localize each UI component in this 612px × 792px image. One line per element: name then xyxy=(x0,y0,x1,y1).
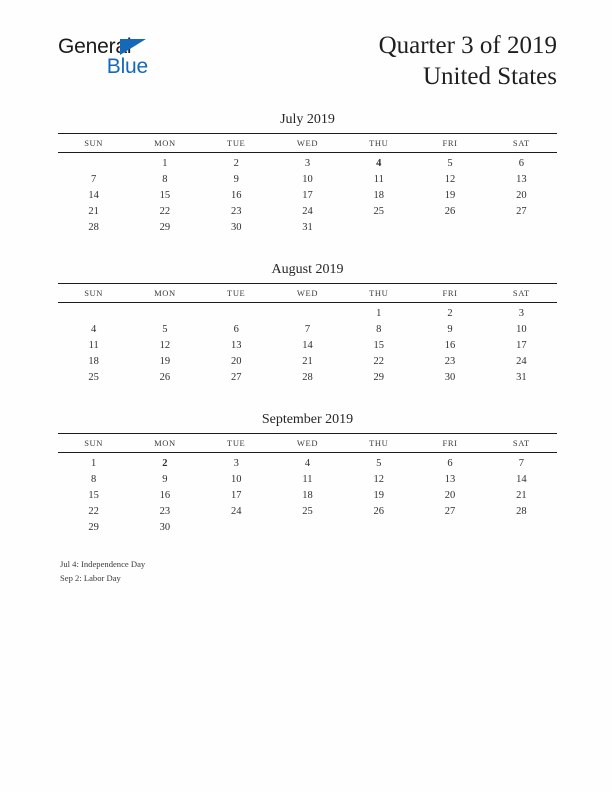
month-block-september xyxy=(58,412,557,535)
calendar-day[interactable]: 22 xyxy=(88,505,99,517)
calendar-day[interactable]: 17 xyxy=(230,489,242,501)
weekday-header-wed: WED xyxy=(272,284,343,303)
calendar-day-empty xyxy=(343,519,414,535)
weekday-header-tue: TUE xyxy=(201,434,272,453)
calendar-week-row xyxy=(58,503,557,519)
holiday-notes xyxy=(60,558,145,585)
weekday-header-row xyxy=(58,134,557,153)
calendar-day[interactable]: 23 xyxy=(230,205,242,217)
calendar-day[interactable]: 26 xyxy=(159,371,171,383)
calendar-week-row xyxy=(58,321,557,337)
calendar-day[interactable]: 16 xyxy=(230,189,242,201)
calendar-day-empty xyxy=(129,303,200,322)
calendar-day[interactable]: 13 xyxy=(444,473,456,485)
calendar-day[interactable]: 19 xyxy=(373,489,385,501)
month-calendar-table xyxy=(58,133,557,235)
weekday-header-mon: MON xyxy=(129,434,200,453)
calendar-day[interactable]: 13 xyxy=(230,339,242,351)
calendar-day[interactable]: 15 xyxy=(373,339,385,351)
calendar-day[interactable]: 30 xyxy=(230,221,242,233)
logo-triangle-icon xyxy=(120,39,146,55)
calendar-day[interactable]: 28 xyxy=(302,371,313,383)
calendar-day[interactable]: 5 xyxy=(376,457,382,469)
calendar-day[interactable]: 10 xyxy=(516,323,527,335)
calendar-body xyxy=(58,303,557,386)
holiday-note: Sep 2: Labor Day xyxy=(60,572,121,583)
weekday-header-sat: SAT xyxy=(486,434,557,453)
calendar-day[interactable]: 2 xyxy=(233,157,239,169)
logo-text-blue: Blue xyxy=(106,55,148,78)
calendar-day[interactable]: 19 xyxy=(444,189,456,201)
weekday-header-sun: SUN xyxy=(58,284,129,303)
calendar-day-empty xyxy=(272,303,343,322)
calendar-day-empty xyxy=(201,303,272,322)
weekday-header-sat: SAT xyxy=(486,134,557,153)
calendar-day[interactable]: 3 xyxy=(518,307,524,319)
page-title xyxy=(379,30,557,92)
calendar-day[interactable]: 29 xyxy=(373,371,385,383)
calendar-day[interactable]: 3 xyxy=(233,457,239,469)
calendar-day[interactable]: 27 xyxy=(516,205,527,217)
calendar-week-row xyxy=(58,203,557,219)
calendar-day[interactable]: 8 xyxy=(376,323,382,335)
calendar-day[interactable]: 26 xyxy=(373,505,385,517)
calendar-day-holiday[interactable]: 2 xyxy=(162,457,168,469)
calendar-day[interactable]: 3 xyxy=(304,157,311,169)
calendar-week-row xyxy=(58,219,557,235)
calendar-day[interactable]: 5 xyxy=(162,323,168,335)
calendar-day[interactable]: 26 xyxy=(444,205,456,217)
title-quarter: Quarter 3 of 2019 xyxy=(378,32,557,59)
calendar-day[interactable]: 25 xyxy=(373,205,385,217)
month-calendar-table xyxy=(58,433,557,535)
calendar-week-row xyxy=(58,337,557,353)
calendar-day[interactable]: 13 xyxy=(516,173,527,185)
calendar-week-row xyxy=(58,153,557,172)
calendar-week-row xyxy=(58,453,557,472)
calendar-day[interactable]: 4 xyxy=(304,457,311,469)
calendar-day[interactable]: 21 xyxy=(516,489,527,501)
calendar-day-empty xyxy=(58,303,129,322)
calendar-day[interactable]: 31 xyxy=(302,221,313,233)
calendar-day[interactable]: 22 xyxy=(373,355,385,367)
calendar-day[interactable]: 16 xyxy=(159,489,171,501)
calendar-day[interactable]: 14 xyxy=(88,189,99,201)
calendar-day[interactable]: 10 xyxy=(230,473,242,485)
calendar-day[interactable]: 5 xyxy=(447,157,453,169)
calendar-day[interactable]: 25 xyxy=(88,371,99,383)
weekday-header-mon: MON xyxy=(129,134,200,153)
calendar-day[interactable]: 7 xyxy=(91,173,97,185)
calendar-day[interactable]: 7 xyxy=(304,323,311,335)
weekday-header-mon: MON xyxy=(129,284,200,303)
calendar-day[interactable]: 9 xyxy=(233,173,239,185)
calendar-day[interactable]: 12 xyxy=(373,473,385,485)
calendar-week-row xyxy=(58,369,557,385)
month-block-august xyxy=(58,262,557,385)
calendar-day[interactable]: 29 xyxy=(159,221,171,233)
weekday-header-wed: WED xyxy=(272,434,343,453)
calendar-day[interactable]: 6 xyxy=(233,323,239,335)
weekday-header-sun: SUN xyxy=(58,134,129,153)
month-title: July 2019 xyxy=(280,112,335,127)
month-title: August 2019 xyxy=(271,262,344,277)
calendar-day[interactable]: 7 xyxy=(518,457,524,469)
calendar-day[interactable]: 24 xyxy=(516,355,527,367)
calendar-day-empty xyxy=(58,153,129,172)
calendar-day[interactable]: 18 xyxy=(302,489,313,501)
calendar-day-empty xyxy=(272,519,343,535)
calendar-day[interactable]: 2 xyxy=(447,307,453,319)
calendar-body xyxy=(58,453,557,536)
weekday-header-thu: THU xyxy=(343,284,414,303)
weekday-header-fri: FRI xyxy=(414,434,485,453)
calendar-day[interactable]: 15 xyxy=(88,489,99,501)
calendar-day[interactable]: 24 xyxy=(230,505,242,517)
calendar-day[interactable]: 31 xyxy=(516,371,527,383)
calendar-day[interactable]: 15 xyxy=(159,189,171,201)
weekday-header-wed: WED xyxy=(272,134,343,153)
calendar-day[interactable]: 28 xyxy=(516,505,527,517)
calendar-day[interactable]: 21 xyxy=(88,205,99,217)
weekday-header-row xyxy=(58,284,557,303)
weekday-header-thu: THU xyxy=(343,434,414,453)
calendar-day[interactable]: 11 xyxy=(373,173,384,185)
weekday-header-tue: TUE xyxy=(201,284,272,303)
calendar-day-empty xyxy=(414,219,485,235)
weekday-header-fri: FRI xyxy=(414,284,485,303)
calendar-day[interactable]: 18 xyxy=(88,355,99,367)
calendar-day[interactable]: 9 xyxy=(447,323,453,335)
calendar-day[interactable]: 28 xyxy=(88,221,99,233)
calendar-day[interactable]: 17 xyxy=(302,189,313,201)
calendar-day[interactable]: 17 xyxy=(516,339,527,351)
logo-text-general: General xyxy=(58,35,132,58)
calendar-day[interactable]: 18 xyxy=(373,189,385,201)
calendar-day[interactable]: 23 xyxy=(159,505,171,517)
calendar-day[interactable]: 12 xyxy=(444,173,456,185)
calendar-day[interactable]: 21 xyxy=(302,355,313,367)
general-blue-logo[interactable] xyxy=(58,36,168,82)
calendar-day[interactable]: 24 xyxy=(302,205,313,217)
calendar-day[interactable]: 1 xyxy=(162,157,168,169)
calendar-day[interactable]: 1 xyxy=(376,307,382,319)
calendar-day[interactable]: 22 xyxy=(159,205,171,217)
calendar-day[interactable]: 20 xyxy=(444,489,456,501)
calendar-day[interactable]: 27 xyxy=(230,371,242,383)
calendar-body xyxy=(58,153,557,236)
calendar-day[interactable]: 11 xyxy=(302,473,313,485)
calendar-day-empty xyxy=(486,519,557,535)
calendar-week-row xyxy=(58,471,557,487)
calendar-day[interactable]: 9 xyxy=(162,473,168,485)
weekday-header-sun: SUN xyxy=(58,434,129,453)
calendar-week-row xyxy=(58,519,557,535)
weekday-header-thu: THU xyxy=(343,134,414,153)
weekday-header-tue: TUE xyxy=(201,134,272,153)
calendar-day[interactable]: 30 xyxy=(159,521,171,533)
calendar-day[interactable]: 1 xyxy=(91,457,97,469)
calendar-day[interactable]: 20 xyxy=(516,189,527,201)
page-header xyxy=(0,0,612,100)
calendar-week-row xyxy=(58,171,557,187)
month-title: September 2019 xyxy=(261,412,354,427)
weekday-header-fri: FRI xyxy=(414,134,485,153)
calendar-day[interactable]: 8 xyxy=(162,173,168,185)
calendar-day[interactable]: 6 xyxy=(447,457,453,469)
calendar-day[interactable]: 10 xyxy=(302,173,313,185)
calendar-day[interactable]: 25 xyxy=(302,505,313,517)
calendar-day[interactable]: 16 xyxy=(444,339,456,351)
calendar-week-row xyxy=(58,353,557,369)
calendar-day[interactable]: 8 xyxy=(91,473,97,485)
calendar-day-empty xyxy=(486,219,557,235)
calendar-week-row xyxy=(58,303,557,322)
holiday-note: Jul 4: Independence Day xyxy=(60,559,146,569)
calendar-day[interactable]: 4 xyxy=(91,323,97,335)
title-country: United States xyxy=(422,63,557,90)
calendar-day[interactable]: 6 xyxy=(518,157,524,169)
calendar-day-empty xyxy=(201,519,272,535)
calendar-day-empty xyxy=(414,519,485,535)
calendar-day[interactable]: 27 xyxy=(444,505,456,517)
calendar-day[interactable]: 19 xyxy=(159,355,171,367)
weekday-header-row xyxy=(58,434,557,453)
calendar-day[interactable]: 12 xyxy=(159,339,171,351)
month-block-july xyxy=(58,112,557,235)
month-calendar-table xyxy=(58,283,557,385)
calendar-week-row xyxy=(58,187,557,203)
calendar-day[interactable]: 23 xyxy=(444,355,456,367)
calendar-day[interactable]: 11 xyxy=(88,339,99,351)
calendar-day[interactable]: 20 xyxy=(230,355,242,367)
weekday-header-sat: SAT xyxy=(486,284,557,303)
calendar-day-empty xyxy=(343,219,414,235)
calendar-day[interactable]: 30 xyxy=(444,371,456,383)
calendar-day[interactable]: 14 xyxy=(516,473,527,485)
calendar-day-holiday[interactable]: 4 xyxy=(376,157,382,169)
calendar-day[interactable]: 29 xyxy=(88,521,99,533)
calendar-week-row xyxy=(58,487,557,503)
calendar-day[interactable]: 14 xyxy=(302,339,313,351)
